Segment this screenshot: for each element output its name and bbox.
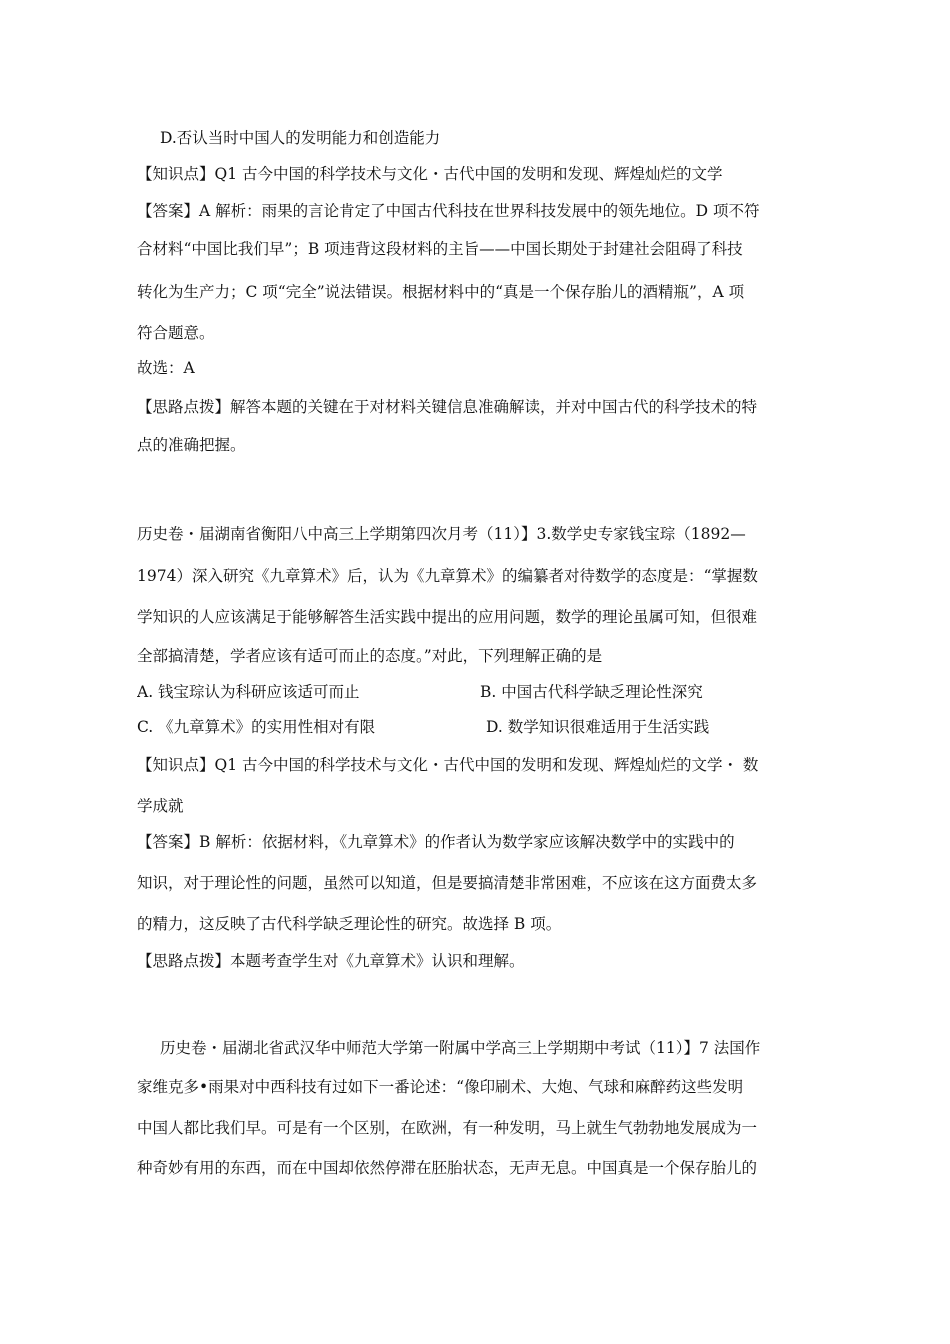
- answer-line: 【答案】A 解析：雨果的言论肯定了中国古代科技在世界科技发展中的领先地位。D 项不符: [137, 202, 760, 220]
- tips-line: 【思路点拨】本题考查学生对《九章算术》认识和理解。: [137, 952, 525, 970]
- answer-line: 【答案】B 解析：依据材料，《九章算术》的作者认为数学家应该解决数学中的实践中的: [137, 833, 735, 851]
- option-d: D. 数学知识很难适用于生活实践: [486, 718, 710, 736]
- question-line: 历史卷・届湖北省武汉华中师范大学第一附属中学高三上学期期中考试（11）】7 法国作: [160, 1039, 761, 1057]
- knowledge-point: 【知识点】Q1 古今中国的科学技术与文化・古代中国的发明和发现、辉煌灿烂的文学・ 数: [137, 756, 759, 774]
- knowledge-point: 学成就: [137, 797, 184, 815]
- option-d-text: D.否认当时中国人的发明能力和创造能力: [160, 129, 441, 147]
- tips-line: 【思路点拨】解答本题的关键在于对材料关键信息准确解读，并对中国古代的科学技术的特: [137, 398, 758, 416]
- option-c: C. 《九章算术》的实用性相对有限: [137, 718, 376, 736]
- question-line: 家维克多•雨果对中西科技有过如下一番论述：“像印刷术、大炮、气球和麻醉药这些发明: [137, 1078, 744, 1096]
- question-line: 1974）深入研究《九章算术》后，认为《九章算术》的编纂者对待数学的态度是：“掌握数: [137, 567, 758, 585]
- answer-choice: 故选：A: [137, 359, 195, 377]
- question-line: 全部搞清楚，学者应该有适可而止的态度。”对此，下列理解正确的是: [137, 647, 603, 665]
- question-line: 历史卷・届湖南省衡阳八中高三上学期第四次月考（11）】3.数学史专家钱宝琮（1892—: [137, 525, 746, 543]
- answer-line: 合材料“中国比我们早”；B 项违背这段材料的主旨——中国长期处于封建社会阻碍了科技: [137, 240, 743, 258]
- question-line: 种奇妙有用的东西，而在中国却依然停滞在胚胎状态，无声无息。中国真是一个保存胎儿的: [137, 1159, 758, 1177]
- option-b: B. 中国古代科学缺乏理论性深究: [480, 683, 703, 701]
- answer-line: 转化为生产力；C 项“完全”说法错误。根据材料中的“真是一个保存胎儿的酒精瓶”，A 项: [137, 283, 745, 301]
- question-line: 中国人都比我们早。可是有一个区别，在欧洲，有一种发明，马上就生气勃勃地发展成为一: [137, 1119, 758, 1137]
- answer-line: 的精力，这反映了古代科学缺乏理论性的研究。故选择 B 项。: [137, 915, 562, 933]
- answer-line: 知识，对于理论性的问题，虽然可以知道，但是要搞清楚非常困难，不应该在这方面费太多: [137, 874, 758, 892]
- tips-line: 点的准确把握。: [137, 436, 246, 454]
- knowledge-point: 【知识点】Q1 古今中国的科学技术与文化・古代中国的发明和发现、辉煌灿烂的文学: [137, 165, 723, 183]
- answer-line: 符合题意。: [137, 324, 215, 342]
- question-line: 学知识的人应该满足于能够解答生活实践中提出的应用问题，数学的理论虽属可知，但很难: [137, 608, 758, 626]
- option-a: A. 钱宝琮认为科研应该适可而止: [137, 683, 360, 701]
